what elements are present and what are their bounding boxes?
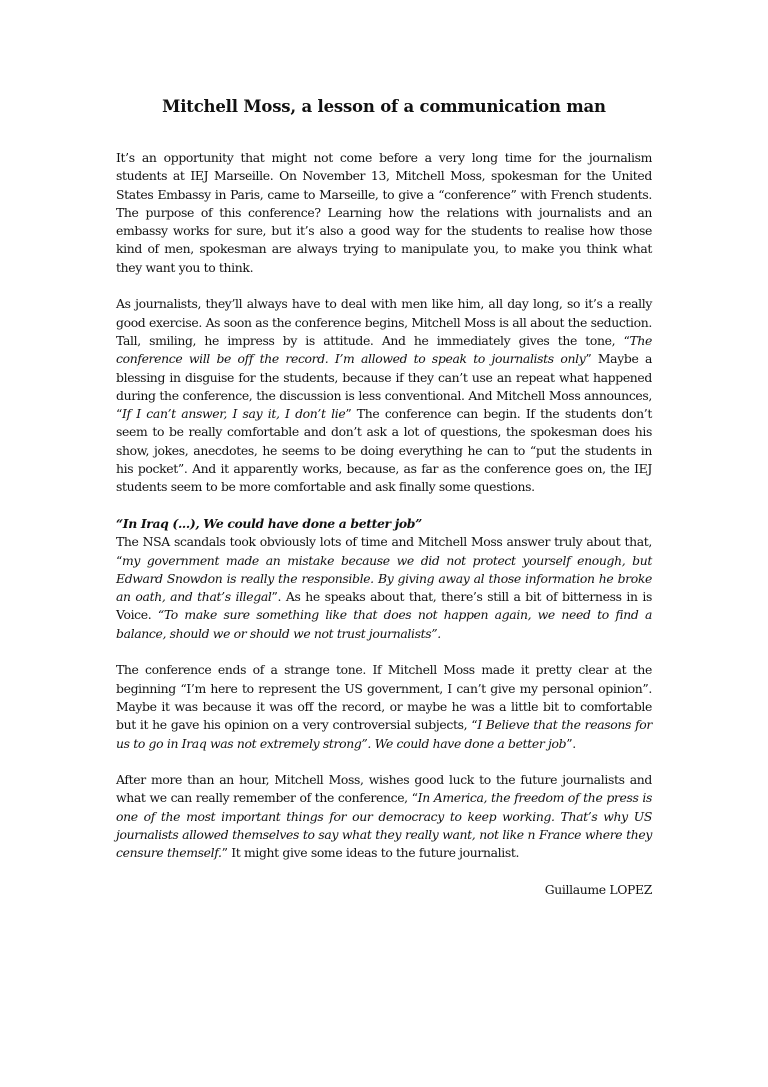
paragraph bbox=[116, 661, 652, 752]
article-body bbox=[116, 149, 652, 863]
body-text: After more than an hour, Mitchell Moss, wishes good luck to the future journalists and what we can really remember of the conference, “ bbox=[116, 772, 652, 806]
body-text: ” It might give some ideas to the future journalist. bbox=[221, 845, 520, 861]
body-text: It’s an opportunity that might not come before a very long time for the journalism students at IEJ Marseille. On November 13, Mitchell Moss, spokesman for the United States Embassy in Paris, came to Marseille, to give a “conference” with French students. The purpose of this conference? Learning how the relations with journalists and an embassy works for sure, but it’s also a good way for the students to realise how those kind of men, spokesman are always trying to manipulate you, to make you think what they want you to think. bbox=[116, 150, 652, 275]
paragraph bbox=[116, 295, 652, 496]
quote-text: The conference will be off the record. I’m allowed to speak to journalists only bbox=[116, 332, 652, 367]
body-text: ” Maybe a blessing in disguise for the students, because if they can’t use an repeat what happened during the conference, the discussion is less conventional. And Mitchell Moss announces, “ bbox=[116, 351, 652, 422]
body-text: ”. As he speaks about that, there’s still a bit of bitterness in is Voice. bbox=[116, 589, 652, 623]
paragraph bbox=[116, 771, 652, 862]
paragraph bbox=[116, 515, 652, 643]
body-text: The NSA scandals took obviously lots of time and Mitchell Moss answer truly about that, “ bbox=[116, 534, 652, 568]
quote-text: “To make sure something like that does not happen again, we need to find a balance, should we or should we not trust journalists”. bbox=[116, 607, 652, 641]
article-title: Mitchell Moss, a lesson of a communication man bbox=[162, 97, 606, 116]
section-subheading: “In Iraq (...), We could have done a better job” bbox=[116, 515, 422, 531]
body-text: The conference ends of a strange tone. If Mitchell Moss made it pretty clear at the beginning “I’m here to represent the US government, I can’t give my personal opinion”. Maybe it was because it was off the record, or maybe he was a little bit to comfortable but it he gave his opinion on a very controversial subjects, “ bbox=[116, 662, 652, 733]
paragraph bbox=[116, 149, 652, 277]
quote-text: In America, the freedom of the press is one of the most important things for our democracy to keep working. That’s why US journalists allowed themselves to say what they really want, not like n France where they censure themself. bbox=[116, 790, 653, 861]
document-page bbox=[116, 96, 652, 917]
quote-text: my government made an mistake because we did not protect yourself enough, but Edward Snowdon is really the responsible. By giving away al those information he broke an oath, and that’s illegal bbox=[116, 552, 652, 605]
body-text: ”. bbox=[566, 735, 576, 751]
quote-text: If I can’t answer, I say it, I don’t lie bbox=[122, 406, 346, 422]
body-text: As journalists, they’ll always have to deal with men like him, all day long, so it’s a really good exercise. As soon as the conference begins, Mitchell Moss is all about the seduction. Tall, smiling, he impress by is attitude. And he immediately gives the tone, “ bbox=[116, 296, 652, 348]
quote-text: I Believe that the reasons for us to go in Iraq was not extremely strong”. We could have done a better job bbox=[116, 717, 652, 751]
body-text: ” The conference can begin. If the students don’t seem to be really comfortable and don’t ask a lot of questions, the spokesman does his show, jokes, anecdotes, he seems to be doing everything he can to “put the students in his pocket”. And it apparently works, because, as far as the conference goes on, the IEJ students seem to be more comfortable and ask finally some questions. bbox=[116, 406, 652, 495]
author-signature: Guillaume LOPEZ bbox=[544, 881, 652, 897]
